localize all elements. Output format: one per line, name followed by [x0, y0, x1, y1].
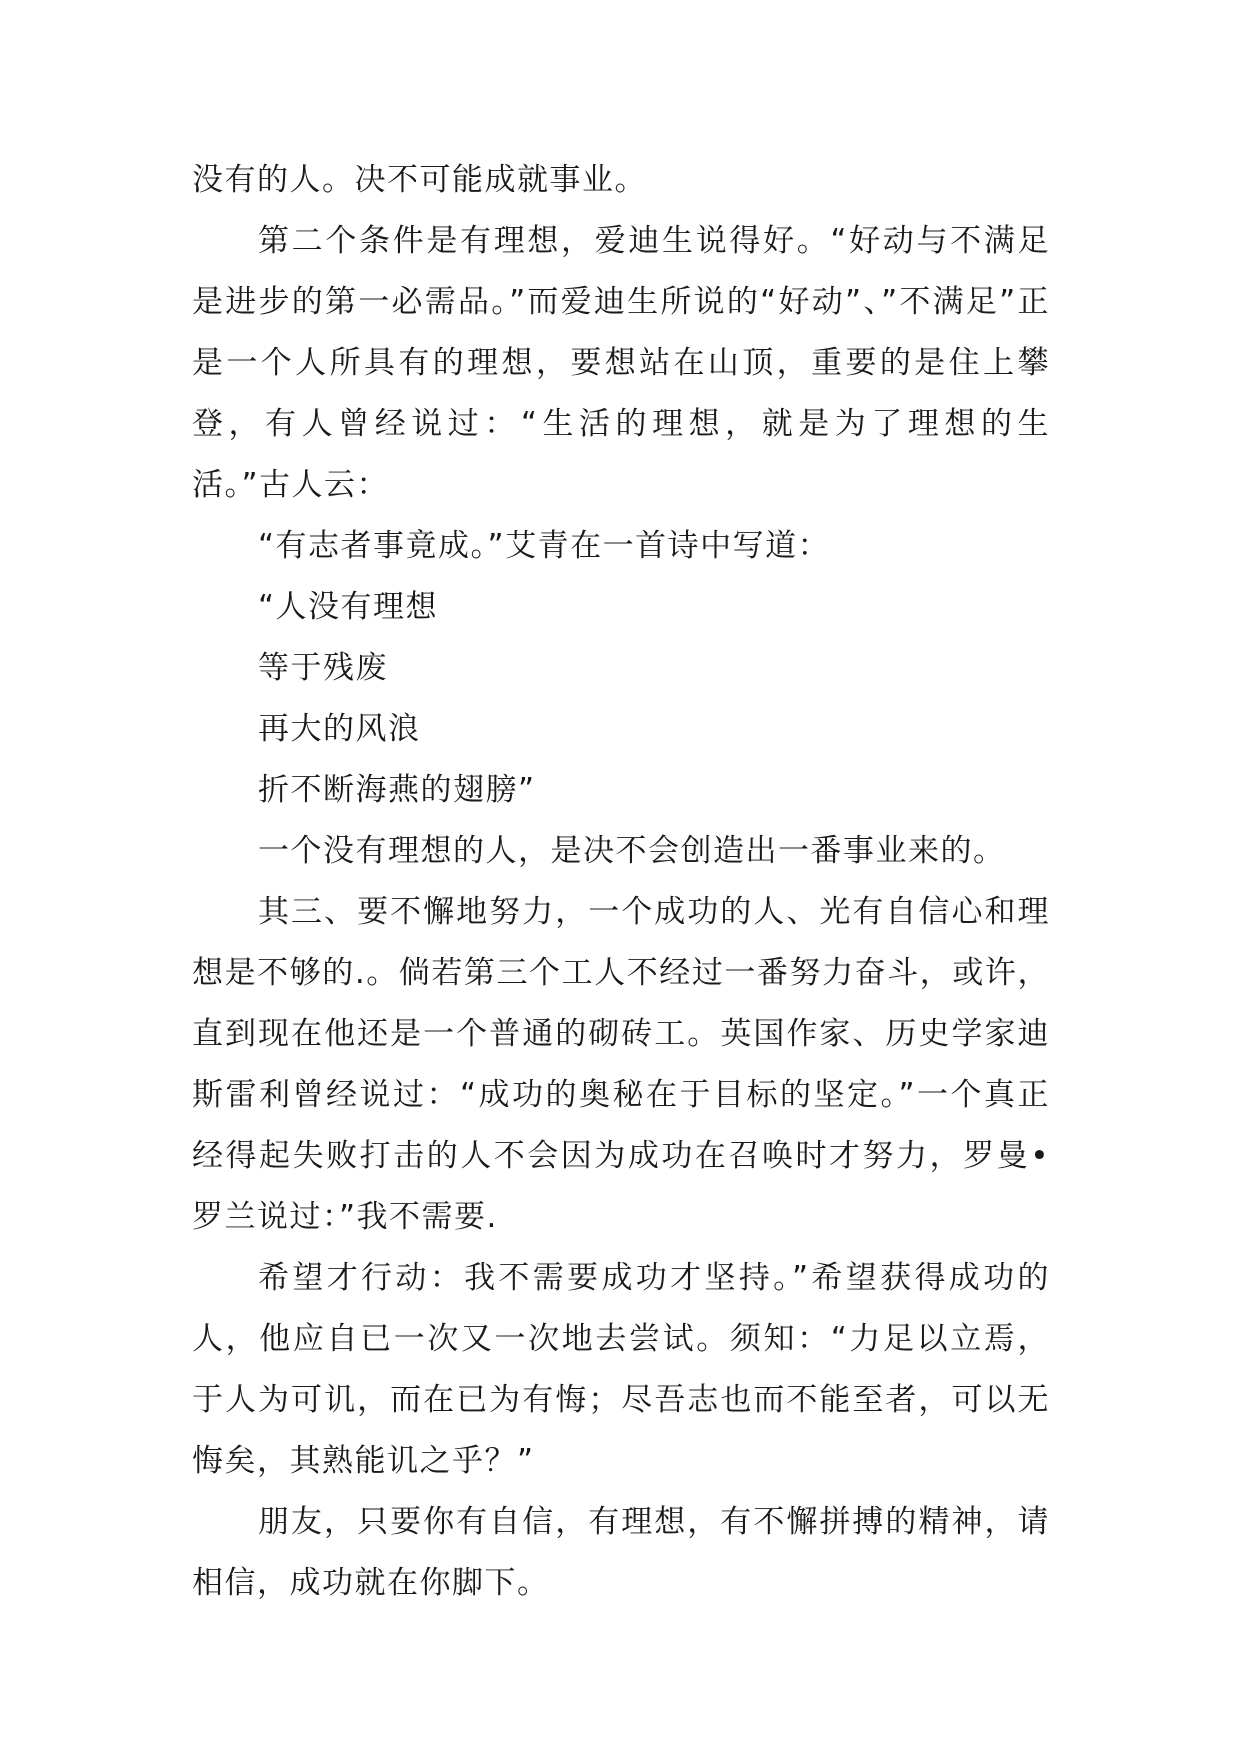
- document-body: [192, 150, 1050, 1614]
- poem-line-1: “人没有理想: [258, 589, 439, 625]
- paragraph-1: 没有的人。决不可能成就事业。: [192, 162, 647, 198]
- paragraph-4: 其三、要不懈地努力，一个成功的人、光有自信心和理想是不够的.。倘若第三个工人不经过一番努力奋斗，或许，直到现在他还是一个普通的砌砖工。英国作家、历史学家迪斯雷利曾经说过：“成功的奥秘在于目标的坚定。”一个真正经得起失败打击的人不会因为成功在召唤时才努力，罗曼•罗兰说过：”我不需要.: [192, 894, 1050, 1235]
- poem-line-4: 折不断海燕的翅膀”: [258, 772, 536, 808]
- paragraph-6: 朋友，只要你有自信，有理想，有不懈拼搏的精神，请相信，成功就在你脚下。: [192, 1504, 1050, 1601]
- quote-intro-line: “有志者事竟成。”艾青在一首诗中写道：: [258, 528, 831, 564]
- paragraph-3: 一个没有理想的人，是决不会创造出一番事业来的。: [258, 833, 1006, 869]
- paragraph-5: 希望才行动：我不需要成功才坚持。”希望获得成功的人，他应自已一次又一次地去尝试。须知：“力足以立焉，于人为可讥，而在已为有悔；尽吾志也而不能至者，可以无悔矣，其熟能讥之乎？”: [192, 1260, 1050, 1479]
- poem-line-2: 等于残废: [258, 650, 388, 686]
- paragraph-2: 第二个条件是有理想，爱迪生说得好。“好动与不满足是进步的第一必需品。”而爱迪生所说的“好动”、”不满足”正是一个人所具有的理想，要想站在山顶，重要的是住上攀登，有人曾经说过：“生活的理想，就是为了理想的生活。”古人云：: [192, 223, 1050, 503]
- poem-line-3: 再大的风浪: [258, 711, 421, 747]
